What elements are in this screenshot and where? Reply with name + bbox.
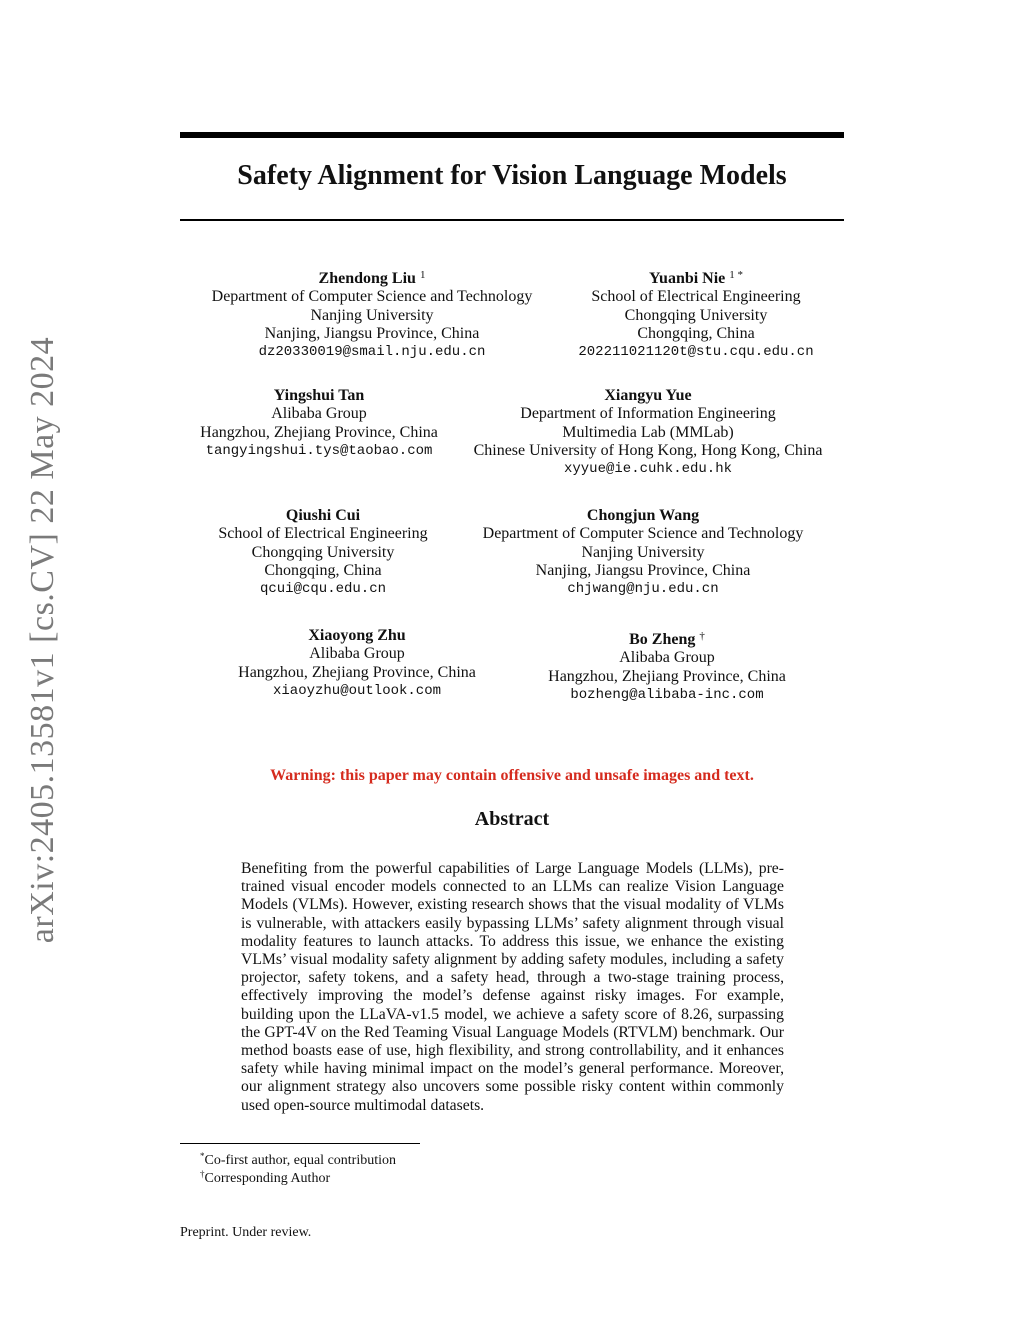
author-affiliation-line: Chongqing University <box>251 543 395 561</box>
abstract-heading: Abstract <box>474 808 550 830</box>
author-name: Xiangyu Yue <box>604 387 692 404</box>
author-email[interactable]: xiaoyzhu@outlook.com <box>272 682 442 699</box>
author-affiliation-line: Alibaba Group <box>309 645 405 663</box>
footnote-text: Co-first author, equal contribution <box>204 1153 397 1168</box>
author-mark: † <box>699 630 705 642</box>
author-affiliation-line: Hangzhou, Zhejiang Province, China <box>200 423 438 441</box>
author-block <box>200 387 438 460</box>
author-name: Yuanbi Nie <box>648 270 726 287</box>
author-name: Bo Zheng <box>629 631 696 648</box>
author-block <box>212 266 533 361</box>
author-mark: 1 <box>419 269 426 281</box>
arxiv-identifier: arXiv:2405.13581v1 [cs.CV] 22 May 2024 <box>24 336 62 944</box>
author-affiliation-line: Chongqing University <box>624 306 768 324</box>
author-email[interactable]: tangyingshui.tys@taobao.com <box>205 442 433 459</box>
author-affiliation-line: Nanjing University <box>581 543 705 561</box>
author-affiliation-line: Chinese University of Hong Kong, Hong Kong, China <box>473 441 823 459</box>
author-affiliation-line: Nanjing, Jiangsu Province, China <box>535 561 751 579</box>
author-block <box>548 627 786 704</box>
author-block <box>474 387 823 478</box>
author-affiliation-line: Multimedia Lab (MMLab) <box>562 423 734 441</box>
footnote <box>200 1166 330 1187</box>
author-affiliation-line: Hangzhou, Zhejiang Province, China <box>548 667 786 685</box>
author-name: Zhendong Liu <box>318 270 416 287</box>
author-affiliation-line: School of Electrical Engineering <box>218 525 428 543</box>
author-block <box>218 507 427 598</box>
preprint-note: Preprint. Under review. <box>180 1225 312 1240</box>
author-affiliation-line: School of Electrical Engineering <box>591 288 801 306</box>
author-name: Chongjun Wang <box>586 507 700 524</box>
author-email[interactable]: bozheng@alibaba-inc.com <box>570 686 764 703</box>
author-email[interactable]: chjwang@nju.edu.cn <box>567 581 719 598</box>
author-affiliation-line: Department of Information Engineering <box>520 405 776 423</box>
author-affiliation-line: Nanjing, Jiangsu Province, China <box>264 324 480 342</box>
footnote-mark: † <box>200 1169 205 1179</box>
author-affiliation-line: Department of Computer Science and Technology <box>482 525 804 543</box>
author-affiliation-line: Nanjing University <box>310 306 434 324</box>
author-email[interactable]: 202211021120t@stu.cqu.edu.cn <box>578 344 814 361</box>
author-affiliation-line: Alibaba Group <box>619 649 715 667</box>
author-block <box>578 266 813 361</box>
author-block <box>238 627 476 700</box>
author-email[interactable]: xyyue@ie.cuhk.edu.hk <box>563 461 733 478</box>
author-name: Yingshui Tan <box>273 387 365 404</box>
author-affiliation-line: Department of Computer Science and Technology <box>211 288 533 306</box>
paper-title: Safety Alignment for Vision Language Models <box>237 160 787 191</box>
arxiv-sidebar <box>18 336 68 944</box>
content-warning: Warning: this paper may contain offensive and unsafe images and text. <box>270 767 754 784</box>
author-affiliation-line: Chongqing, China <box>264 561 382 579</box>
footnote-rule <box>180 1143 420 1144</box>
author-affiliation-line: Hangzhou, Zhejiang Province, China <box>238 663 476 681</box>
author-affiliation-line: Chongqing, China <box>637 324 755 342</box>
author-mark: 1 * <box>729 269 744 281</box>
title-rule-bottom <box>180 219 844 221</box>
author-name: Qiushi Cui <box>285 507 361 524</box>
author-email[interactable]: dz20330019@smail.nju.edu.cn <box>258 344 486 361</box>
author-name: Xiaoyong Zhu <box>308 627 406 644</box>
footnote-text: Corresponding Author <box>204 1171 331 1186</box>
author-block <box>483 507 804 598</box>
title-rule-top <box>180 132 844 138</box>
abstract-body: Benefiting from the powerful capabilities of Large Language Models (LLMs), pre-trained visual encoder models connected to an LLMs can realize Vision Language Models (VLMs). However, existing research shows that the visual modality of VLMs is vulnerable, with attackers easily bypassing LLMs’ safety alignment through visual modality features to launch attacks. To address this issue, we enhance the existing VLMs’ visual modality safety alignment by adding safety modules, including a safety projector, safety tokens, and a safety head, through a two-stage training process, effectively improving the model’s defense against risky images. For example, building upon the LLaVA-v1.5 model, we achieve a safety score of 8.26, surpassing the GPT-4V on the Red Teaming Visual Language Models (RTVLM) benchmark. Our method boasts ease of use, high flexibility, and strong controllability, and it enhances safety while having minimal impact on the model’s general performance. Moreover, our alignment strategy also uncovers some possible risky content within commonly used open-source multimodal datasets. <box>241 860 784 1114</box>
footnote-mark: * <box>200 1151 205 1161</box>
author-affiliation-line: Alibaba Group <box>271 405 367 423</box>
author-email[interactable]: qcui@cqu.edu.cn <box>259 581 387 598</box>
